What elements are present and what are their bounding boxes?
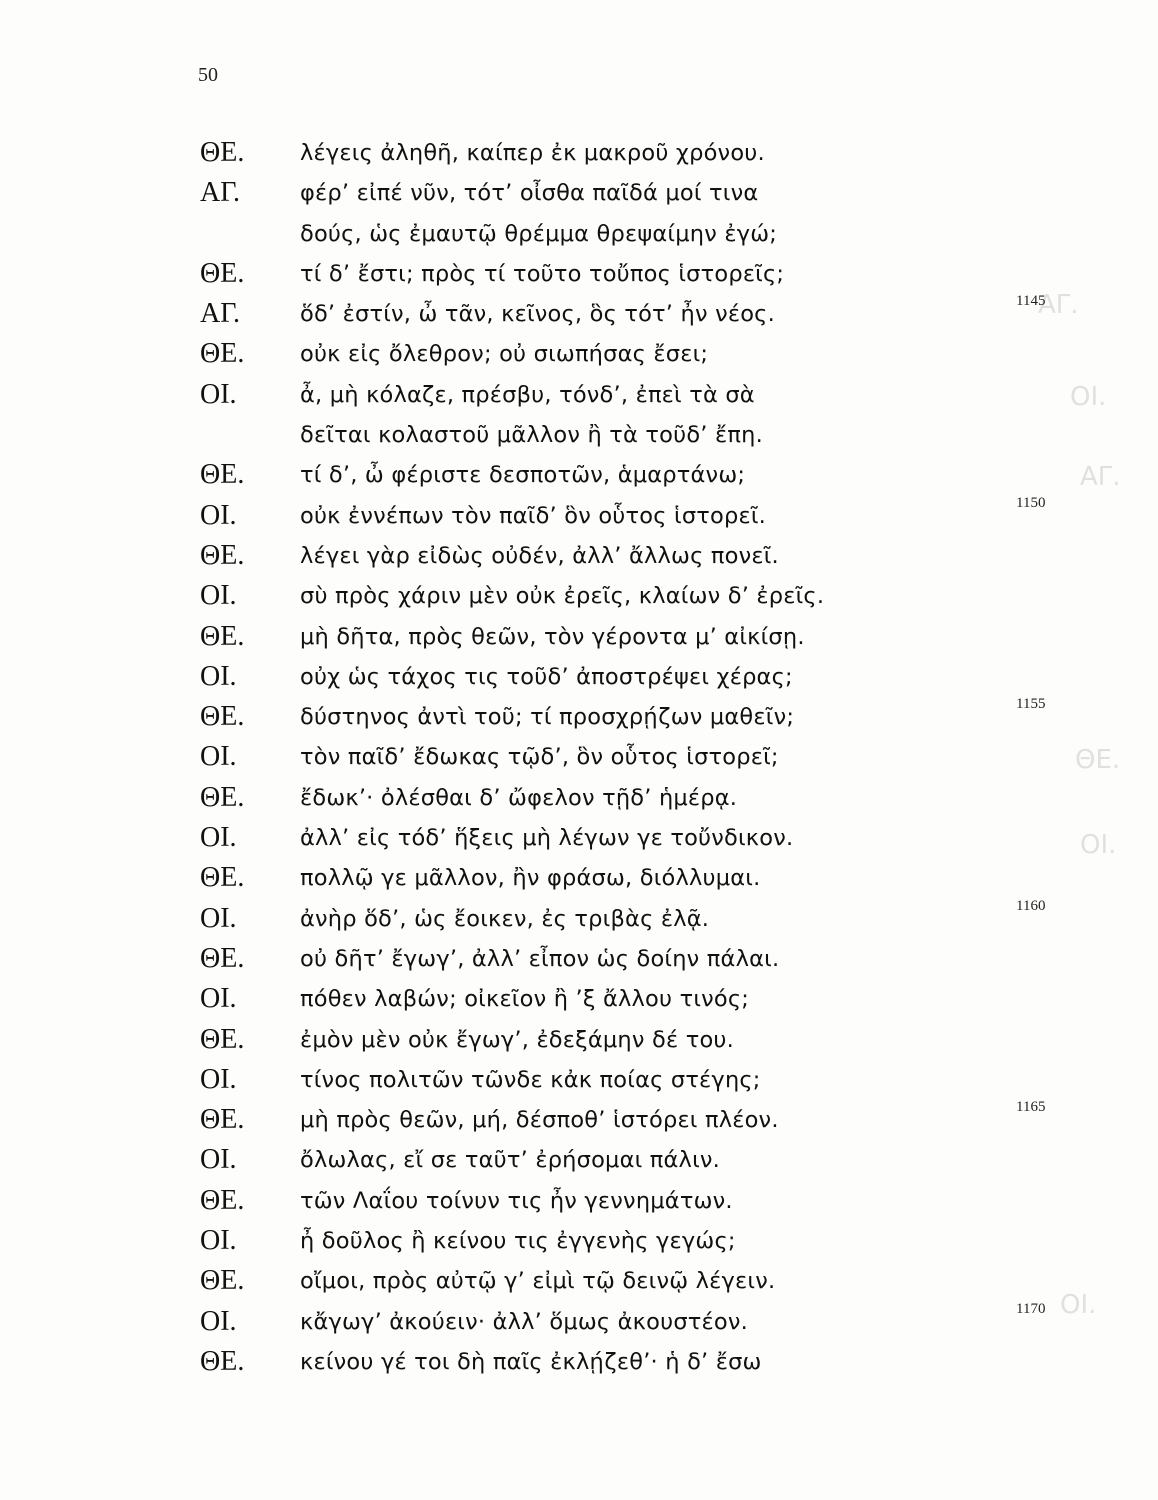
speaker-label: ΘΕ.: [200, 137, 245, 168]
verse-lines: [0, 136, 1158, 1385]
show-through-text: ΟΙ.: [1060, 1290, 1097, 1320]
verse-text: λέγεις ἀληθῆ, καίπερ ἐκ μακροῦ χρόνου.: [300, 140, 765, 166]
speaker-label: ΟΙ.: [200, 378, 237, 410]
verse-text: ἀλλ’ εἰς τόδ’ ἥξεις μὴ λέγων γε τοὔνδικον.: [300, 825, 794, 852]
verse-line: [0, 458, 1158, 498]
verse-line: [0, 1345, 1158, 1385]
verse-text: ὅδ’ ἐστίν, ὦ τᾶν, κεῖνος, ὃς τότ’ ἦν νέος.: [300, 301, 775, 328]
show-through-text: ΟΙ.: [1080, 830, 1117, 860]
verse-line: [0, 1143, 1158, 1183]
page-number: 50: [198, 64, 218, 86]
verse-line: [0, 539, 1158, 579]
verse-line: [0, 821, 1158, 861]
line-number: 1170: [1016, 1300, 1046, 1317]
verse-line: [0, 579, 1158, 619]
verse-text: κείνου γέ τοι δὴ παῖς ἐκλῄζεθ’· ἡ δ’ ἔσω: [300, 1348, 762, 1375]
speaker-label: ΘΕ.: [200, 539, 245, 571]
verse-text: σὺ πρὸς χάριν μὲν οὐκ ἐρεῖς, κλαίων δ’ ἐρεῖς.: [300, 583, 825, 610]
verse-text: οὐκ ἐννέπων τὸν παῖδ’ ὃν οὗτος ἱστορεῖ.: [300, 502, 766, 529]
verse-line: [0, 897, 1158, 942]
speaker-label: ΑΓ.: [200, 177, 241, 209]
verse-line: [0, 378, 1158, 418]
show-through-text: ΘΕ.: [1075, 745, 1121, 775]
verse-text: τίνος πολιτῶν τῶνδε κἀκ ποίας στέγης;: [300, 1066, 761, 1093]
verse-line: [0, 136, 1158, 176]
speaker-label: ΟΙ.: [200, 1305, 237, 1337]
speaker-label: ΘΕ.: [200, 781, 245, 813]
verse-line: [0, 1224, 1158, 1264]
verse-line: [0, 176, 1158, 216]
verse-text: πολλῷ γε μᾶλλον, ἢν φράσω, διόλλυμαι.: [300, 865, 761, 892]
speaker-label: ΘΕ.: [200, 862, 245, 894]
speaker-label: ΘΕ.: [200, 1104, 245, 1136]
verse-line: [0, 696, 1158, 740]
verse-text: κἄγωγ’ ἀκούειν· ἀλλ’ ὅμως ἀκουστέον.: [300, 1308, 748, 1335]
show-through-text: ΑΓ.: [1080, 462, 1121, 492]
verse-text: μὴ δῆτα, πρὸς θεῶν, τὸν γέροντα μ’ αἰκίσῃ.: [300, 623, 805, 650]
line-number: 1155: [1016, 696, 1046, 713]
verse-line: [0, 217, 1158, 257]
verse-line: [0, 1184, 1158, 1224]
verse-line: [0, 337, 1158, 377]
verse-text: ἆ, μὴ κόλαζε, πρέσβυ, τόνδ’, ἐπεὶ τὰ σὰ: [300, 381, 755, 408]
verse-text: ἔδωκ’· ὀλέσθαι δ’ ὤφελον τῇδ’ ἡμέρᾳ.: [300, 784, 738, 811]
verse-line: [0, 494, 1158, 539]
speaker-label: ΘΕ.: [200, 1345, 245, 1377]
speaker-label: ΘΕ.: [200, 257, 245, 289]
speaker-label: ΘΕ.: [200, 701, 245, 733]
verse-line: [0, 1023, 1158, 1063]
verse-line: [0, 257, 1158, 297]
verse-text: οὐ δῆτ’ ἔγωγ’, ἀλλ’ εἶπον ὡς δοίην πάλαι.: [300, 945, 780, 972]
verse-text: ἦ δοῦλος ἢ κείνου τις ἐγγενὴς γεγώς;: [300, 1228, 736, 1255]
verse-text: δεῖται κολαστοῦ μᾶλλον ἢ τὰ τοῦδ’ ἔπη.: [300, 422, 763, 449]
speaker-label: ΘΕ.: [200, 338, 245, 370]
speaker-label: ΟΙ.: [200, 499, 237, 531]
line-number: 1165: [1016, 1099, 1046, 1116]
speaker-label: ΟΙ.: [200, 580, 237, 612]
speaker-label: ΘΕ.: [200, 1265, 245, 1297]
verse-line: [0, 982, 1158, 1022]
speaker-label: ΘΕ.: [200, 1184, 245, 1216]
speaker-label: ΘΕ.: [200, 459, 245, 491]
verse-line: [0, 781, 1158, 821]
verse-line: [0, 418, 1158, 458]
verse-line: [0, 1300, 1158, 1345]
verse-text: δούς, ὡς ἐμαυτῷ θρέμμα θρεψαίμην ἐγώ;: [300, 220, 778, 247]
verse-line: [0, 1063, 1158, 1103]
speaker-label: ΘΕ.: [200, 620, 245, 652]
verse-line: [0, 861, 1158, 901]
speaker-label: ΟΙ.: [200, 822, 237, 854]
line-number: 1160: [1016, 897, 1046, 914]
verse-text: οἴμοι, πρὸς αὐτῷ γ’ εἰμὶ τῷ δεινῷ λέγειν.: [300, 1268, 776, 1295]
verse-text: τί δ’, ὦ φέριστε δεσποτῶν, ἁμαρτάνω;: [300, 462, 746, 489]
speaker-label: ΟΙ.: [200, 741, 237, 773]
verse-text: ἐμὸν μὲν οὐκ ἔγωγ’, ἐδεξάμην δέ του.: [300, 1026, 734, 1053]
verse-text: πόθεν λαβών; οἰκεῖον ἢ ’ξ ἄλλου τινός;: [300, 986, 750, 1013]
verse-line: [0, 1099, 1158, 1143]
verse-text: φέρ’ εἰπέ νῦν, τότ’ οἶσθα παῖδά μοί τινα: [300, 180, 759, 207]
verse-line: [0, 660, 1158, 700]
verse-line: [0, 1264, 1158, 1304]
show-through-text: ΟΙ.: [1070, 382, 1107, 412]
line-number: 1145: [1016, 293, 1046, 310]
verse-text: μὴ πρὸς θεῶν, μή, δέσποθ’ ἱστόρει πλέον.: [300, 1107, 779, 1134]
verse-text: τῶν Λαΐου τοίνυν τις ἦν γεννημάτων.: [300, 1187, 733, 1214]
speaker-label: ΟΙ.: [200, 1225, 237, 1257]
speaker-label: ΟΙ.: [200, 902, 237, 934]
verse-text: οὐχ ὡς τάχος τις τοῦδ’ ἀποστρέψει χέρας;: [300, 663, 793, 690]
speaker-label: ΟΙ.: [200, 660, 237, 692]
speaker-label: ΟΙ.: [200, 983, 237, 1015]
verse-line: [0, 293, 1158, 337]
speaker-label: ΟΙ.: [200, 1144, 237, 1176]
verse-text: ἀνὴρ ὅδ’, ὡς ἔοικεν, ἐς τριβὰς ἐλᾷ.: [300, 905, 710, 932]
speaker-label: ΘΕ.: [200, 1023, 245, 1055]
verse-line: [0, 740, 1158, 780]
verse-text: οὐκ εἰς ὄλεθρον; οὐ σιωπήσας ἔσει;: [300, 341, 709, 368]
verse-text: τί δ’ ἔστι; πρὸς τί τοῦτο τοὔπος ἱστορεῖς;: [300, 260, 785, 287]
verse-text: δύστηνος ἀντὶ τοῦ; τί προσχρῄζων μαθεῖν;: [300, 704, 795, 731]
speaker-label: ΟΙ.: [200, 1063, 237, 1095]
show-through-text: ΑΓ.: [1038, 290, 1079, 320]
verse-text: λέγει γὰρ εἰδὼς οὐδέν, ἀλλ’ ἄλλως πονεῖ.: [300, 542, 779, 569]
verse-text: τὸν παῖδ’ ἔδωκας τῷδ’, ὃν οὗτος ἱστορεῖ;: [300, 744, 779, 771]
speaker-label: ΘΕ.: [200, 942, 245, 974]
verse-line: [0, 942, 1158, 982]
verse-text: ὄλωλας, εἴ σε ταῦτ’ ἐρήσομαι πάλιν.: [300, 1147, 720, 1174]
verse-line: [0, 620, 1158, 660]
line-number: 1150: [1016, 494, 1046, 511]
speaker-label: ΑΓ.: [200, 298, 241, 330]
